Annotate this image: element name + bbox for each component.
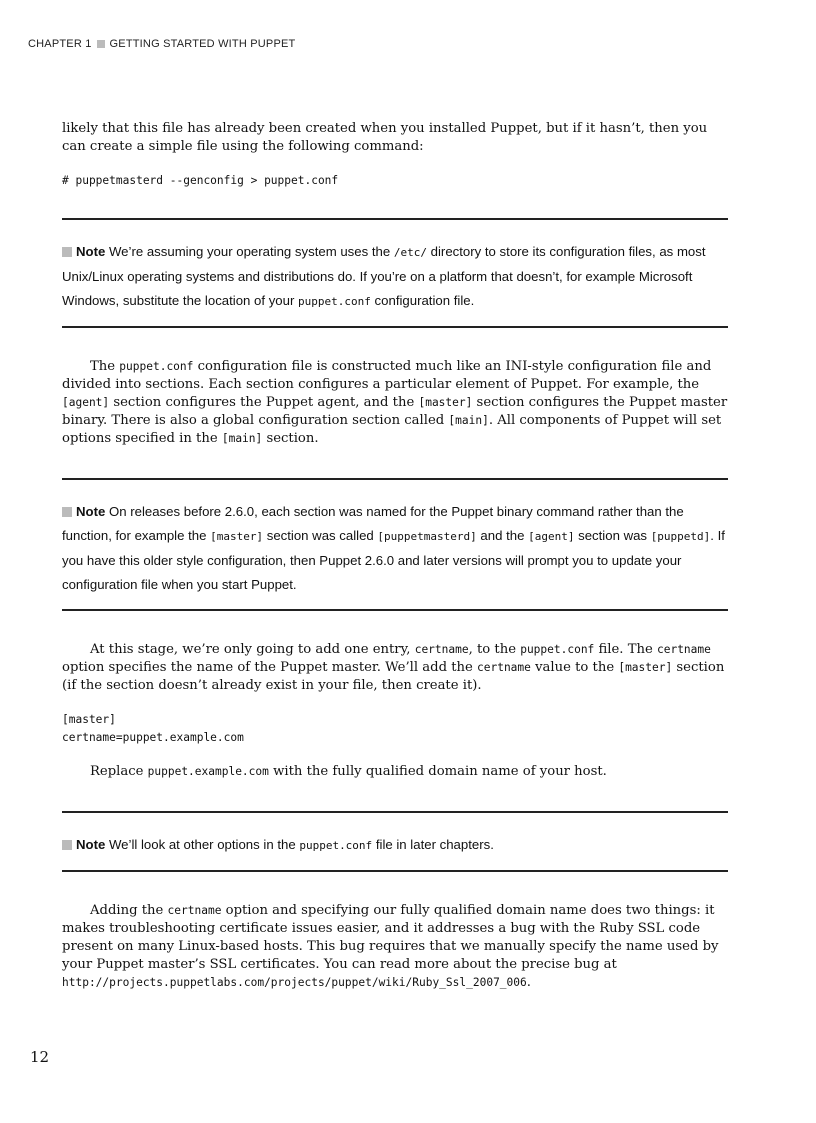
url-link[interactable]: http://projects.puppetlabs.com/projects/puppet/wiki/Ruby_Ssl_2007_006 bbox=[62, 976, 527, 989]
note-text: configuration file. bbox=[370, 293, 475, 308]
note-text: file in later chapters. bbox=[372, 837, 494, 852]
note-box-1 bbox=[62, 218, 728, 328]
note-text: section was called bbox=[263, 528, 378, 543]
note-text: We’ll look at other options in the bbox=[105, 837, 300, 852]
paragraph-4 bbox=[62, 763, 728, 781]
text: file. The bbox=[594, 642, 657, 657]
text: configuration file is constructed much like an INI-style configuration file and divided into sections. Each section configures a particular element of Puppet. For example, the bbox=[62, 359, 712, 392]
note-text: directory to store its configuration files, as most Unix/Linux operating systems and distributions do. If you’re on a platform that doesn’t, for example Microsoft Windows, substitute the location of your bbox=[62, 244, 706, 308]
note-square-icon bbox=[62, 840, 72, 850]
note-box-3 bbox=[62, 811, 728, 872]
inline-code: [main] bbox=[448, 414, 489, 427]
text: . bbox=[526, 975, 531, 990]
note-square-icon bbox=[62, 507, 72, 517]
text: The bbox=[90, 359, 120, 374]
paragraph-5 bbox=[62, 902, 728, 992]
paragraph-3 bbox=[62, 641, 728, 695]
separator-square-icon bbox=[97, 40, 105, 48]
text: option and specifying our fully qualified domain name does two things: it makes troubleshooting certificate issues easier, and it addresses a bug with the Ruby SSL code present on many Linux-based hosts. This bug requires that we manually specify the name used by your Puppet master’s SSL certificates. You can read more about the precise bug at bbox=[62, 903, 719, 972]
note-text: section was bbox=[574, 528, 651, 543]
inline-code: [agent] bbox=[62, 396, 110, 409]
text: . All components of Puppet will set options specified in the bbox=[62, 413, 722, 446]
note-label: Note bbox=[76, 244, 106, 259]
chapter-label: CHAPTER 1 bbox=[28, 38, 92, 50]
inline-code: puppet.example.com bbox=[147, 765, 269, 778]
inline-code: certname bbox=[414, 643, 469, 656]
note-code: [puppetmasterd] bbox=[377, 530, 477, 543]
inline-code: certname bbox=[656, 643, 711, 656]
text: value to the bbox=[530, 660, 619, 675]
inline-code: puppet.conf bbox=[119, 360, 194, 373]
note-text: and the bbox=[476, 528, 529, 543]
note-label: Note bbox=[76, 837, 106, 852]
page-number: 12 bbox=[30, 1048, 50, 1066]
text: Replace bbox=[90, 764, 148, 779]
config-code-block bbox=[62, 711, 728, 747]
chapter-title: GETTING STARTED WITH PUPPET bbox=[109, 38, 296, 50]
note-code: /etc/ bbox=[393, 246, 427, 259]
command-code: # puppetmasterd --genconfig > puppet.conf bbox=[62, 174, 339, 187]
note-label: Note bbox=[76, 504, 106, 519]
running-header bbox=[28, 38, 295, 50]
note-code: puppet.conf bbox=[299, 839, 373, 852]
note-square-icon bbox=[62, 247, 72, 257]
text: , to the bbox=[468, 642, 521, 657]
note-text: We’re assuming your operating system uses the bbox=[105, 244, 394, 259]
note-text: On releases before 2.6.0, each section was named for the Puppet binary command rather than the function, for example the bbox=[62, 504, 684, 543]
note-code: [agent] bbox=[528, 530, 575, 543]
inline-code: certname bbox=[167, 904, 222, 917]
inline-code: puppet.conf bbox=[520, 643, 595, 656]
inline-code: [master] bbox=[418, 396, 473, 409]
text: Adding the bbox=[90, 903, 168, 918]
text: section (if the section doesn’t already exist in your file, then create it). bbox=[62, 660, 725, 693]
paragraph-1: likely that this file has already been created when you installed Puppet, but if it hasn’t, then you can create a simple file using the following command: bbox=[62, 121, 708, 154]
note-text: . If you have this older style configuration, then Puppet 2.6.0 and later versions will prompt you to update your configuration file when you start Puppet. bbox=[62, 528, 725, 592]
note-code: [master] bbox=[210, 530, 264, 543]
text: section configures the Puppet agent, and the bbox=[109, 395, 419, 410]
note-box-2 bbox=[62, 478, 728, 611]
inline-code: certname bbox=[477, 661, 531, 674]
code-line: certname=puppet.example.com bbox=[62, 731, 244, 744]
inline-code: [master] bbox=[618, 661, 673, 674]
code-line: [master] bbox=[62, 713, 116, 726]
text: section configures the Puppet master binary. There is also a global configuration section called bbox=[62, 395, 728, 428]
page-body bbox=[62, 120, 728, 992]
text: At this stage, we’re only going to add one entry, bbox=[90, 642, 415, 657]
text: with the fully qualified domain name of your host. bbox=[268, 764, 607, 779]
paragraph-2 bbox=[62, 358, 728, 448]
text: option specifies the name of the Puppet master. We’ll add the bbox=[62, 660, 477, 675]
inline-code: [main] bbox=[221, 432, 263, 445]
note-code: [puppetd] bbox=[650, 530, 711, 543]
text: section. bbox=[262, 431, 319, 446]
note-code: puppet.conf bbox=[298, 295, 371, 308]
